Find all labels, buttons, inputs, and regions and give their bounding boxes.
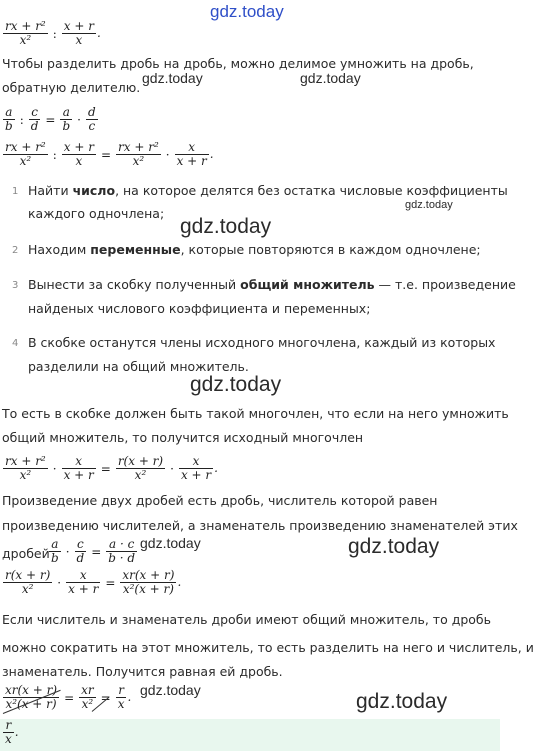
watermark: gdz.today [140, 535, 201, 551]
watermark: gdz.today [190, 373, 282, 396]
step-text: Вынести за скобку полученный общий множитель — т.е. произведение [28, 277, 516, 292]
watermark: gdz.today [356, 690, 448, 713]
step-text: Находим переменные, которые повторяются в каждом одночлене; [28, 242, 481, 257]
step-number: 3 [12, 280, 19, 291]
step-text-line2: разделили на общий множитель. [28, 359, 249, 374]
step-text: Найти число, на которое делятся без остатка числовые коэффициенты [28, 183, 508, 198]
paragraph-line: знаменатель. Получится равная ей дробь. [2, 664, 283, 679]
watermark: gdz.today [405, 199, 453, 211]
math-rule-division: $\frac{a}{b}$ : $\frac{c}{d}$ = $\frac{a}{b}$ · $\frac{d}{c}$ [5, 105, 96, 133]
math-expression-problem: $\frac{\text{rx + r²}}{\text{x²}}$ : $\frac{x + r}{x}$ . [5, 19, 101, 47]
step-number: 2 [12, 245, 19, 256]
step-text-line2: найденых числового коэффициента и переменных; [28, 301, 371, 316]
math-step-product: $\frac{r(x + r)}{\text{x²}}$ · $\frac{x}{x + r}$ = $\frac{xr(x + r)}{\text{x²(x + r)}}$ . [5, 568, 182, 596]
paragraph-line: общий множитель, то получится исходный многочлен [2, 430, 364, 445]
paragraph-line: дробей [2, 546, 50, 561]
math-rule-product: $\frac{a}{b}$ · $\frac{c}{d}$ = $\frac{a \cdot c}{b \cdot d}$ [51, 537, 136, 565]
step-number: 1 [12, 186, 19, 197]
intro-line: обратную делителю. [2, 80, 141, 95]
watermark: gdz.today [180, 215, 272, 238]
watermark: gdz.today [210, 2, 284, 21]
answer-highlight [0, 719, 500, 751]
watermark: gdz.today [348, 535, 440, 558]
step-number: 4 [12, 338, 19, 349]
watermark: gdz.today [300, 70, 361, 86]
watermark: gdz.today [142, 70, 203, 86]
watermark: gdz.today [140, 682, 201, 698]
paragraph-line: произведению числителей, а знаменатель произведению знаменателей этих [2, 518, 518, 533]
intro-line: Чтобы разделить дробь на дробь, можно делимое умножить на дробь, [2, 56, 474, 71]
math-answer: $\frac{r}{x}$ . [5, 718, 19, 746]
math-step-cancel: $\frac{xr(x + r)}{\text{x²(x + r)}}$ = $\frac{xr}{\text{x²}}$ = $\frac{r}{x}$ . [5, 683, 132, 711]
paragraph-line: Произведение двух дробей есть дробь, числитель которой равен [2, 493, 438, 508]
math-step-inverse: $\frac{\text{rx + r²}}{\text{x²}}$ : $\frac{x + r}{x}$ = $\frac{\text{rx + r²}}{\text{x²}}$ · $\frac{x}{x + r}$ . [5, 140, 214, 168]
paragraph-line: Если числитель и знаменатель дроби имеют общий множитель, то дробь [2, 612, 492, 627]
math-step-factor: $\frac{\text{rx + r²}}{\text{x²}}$ · $\frac{x}{x + r}$ = $\frac{r(x + r)}{\text{x²}}$ · $\frac{x}{x + r}$ . [5, 454, 218, 482]
step-text: В скобке останутся члены исходного многочлена, каждый из которых [28, 335, 496, 350]
step-text-line2: каждого одночлена; [28, 206, 165, 221]
paragraph-line: То есть в скобке должен быть такой многочлен, что если на него умножить [2, 406, 509, 421]
paragraph-line: можно сократить на этот множитель, то есть разделить на него и числитель, и [2, 640, 534, 655]
